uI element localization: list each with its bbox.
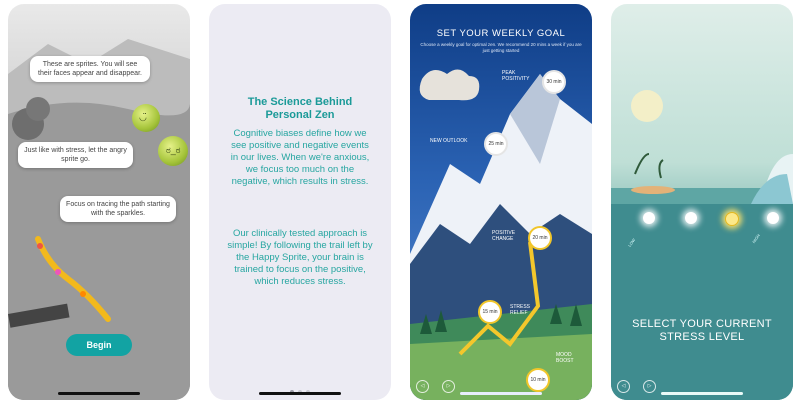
body-paragraph-1: Cognitive biases define how we see positive and negative events in our lives. When we're anxious, we focus too much on the negative, which results in stress. [230,128,370,187]
bubble-path: Focus on tracing the path starting with the sparkles. [60,196,176,222]
goal-node-30[interactable]: 30 min [542,70,566,94]
screen-sprites-intro [8,4,190,400]
body-paragraph-2: Our clinically tested approach is simple! By following the trail left by the Happy Sprite, your brain is trained to focus on the positive, which reduces stress. [227,228,373,287]
goal-label-change: POSITIVE CHANGE [492,230,516,242]
page-title: The Science Behind Personal Zen [247,96,353,121]
stress-level-2[interactable] [685,212,697,224]
stress-level-4[interactable] [767,212,779,224]
begin-button[interactable]: Begin [66,334,132,356]
home-indicator[interactable] [661,392,743,395]
home-indicator[interactable] [460,392,542,395]
home-indicator[interactable] [259,392,341,395]
previous-button[interactable]: ◁ [416,380,429,393]
screen-stress-level [611,4,793,400]
goal-label-relief: STRESS RELIEF [510,304,531,316]
goal-label-mood: MOOD BOOST [556,352,574,364]
screen-weekly-goal [410,4,592,400]
high-label: HIGH [751,232,761,245]
bubble-sprites: These are sprites. You will see their faces appear and disappear. [30,56,150,82]
angry-face-icon: ಠ_ಠ [166,145,181,155]
bubble-stress: Just like with stress, let the angry sprite go. [18,142,133,168]
goal-node-10[interactable]: 10 min [526,368,550,392]
next-button[interactable]: ▷ [643,380,656,393]
happy-face-icon: ◡̈ [139,112,147,122]
goal-node-15[interactable]: 15 min [478,300,502,324]
stress-level-3-selected[interactable] [725,212,739,226]
goal-title: SET YOUR WEEKLY GOAL [436,28,566,39]
goal-node-25[interactable]: 25 min [484,132,508,156]
mountain-illustration [410,4,592,400]
stress-level-1[interactable] [643,212,655,224]
goal-node-20[interactable]: 20 min [528,226,552,250]
screen-science [209,4,391,400]
goal-subtitle: Choose a weekly goal for optimal zen. We recommend 20 mins a week if you are just getting started [420,42,582,53]
home-indicator[interactable] [58,392,140,395]
goal-label-peak: PEAK POSITIVITY [502,70,530,82]
stress-title: SELECT YOUR CURRENT STRESS LEVEL [632,318,772,343]
goal-label-outlook: NEW OUTLOOK [430,138,468,144]
previous-button[interactable]: ◁ [617,380,630,393]
low-label: LOW [626,237,637,248]
next-button[interactable]: ▷ [442,380,455,393]
sparkle-path[interactable] [28,234,118,324]
